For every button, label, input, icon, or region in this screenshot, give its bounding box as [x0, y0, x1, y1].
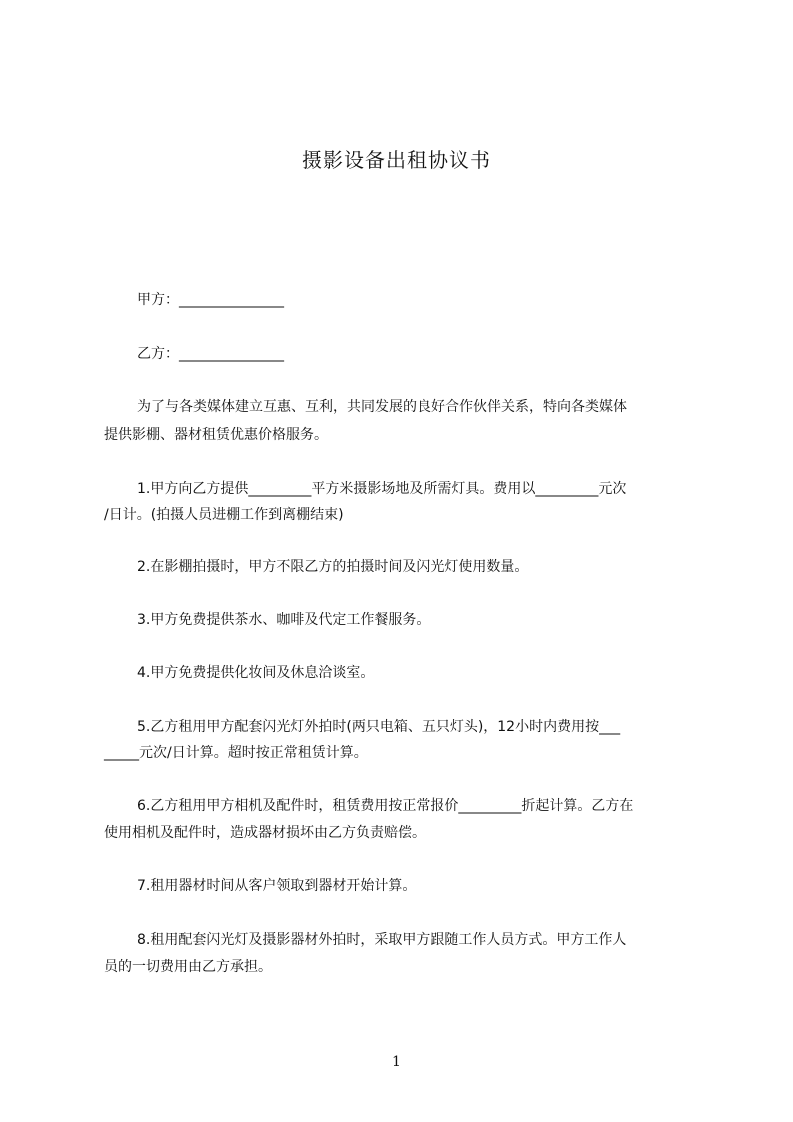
intro-paragraph-line-1: 为了与各类媒体建立互惠、互利，共同发展的良好合作伙伴关系，特向各类媒体: [137, 399, 627, 415]
clause-3: 3.甲方免费提供茶水、咖啡及代定工作餐服务。: [137, 612, 431, 628]
clause-1-line-2: /日计。(拍摄人员进棚工作到离棚结束): [104, 507, 344, 523]
clause-5-line-1: 5.乙方租用甲方配套闪光灯外拍时(两只电箱、五只灯头)，12小时内费用按___: [137, 719, 621, 735]
clause-4: 4.甲方免费提供化妆间及休息洽谈室。: [137, 665, 375, 681]
page-number: 1: [392, 1054, 401, 1070]
intro-paragraph-line-2: 提供影棚、器材租赁优惠价格服务。: [104, 427, 328, 443]
clause-5-line-2: _____元次/日计算。超时按正常租赁计算。: [104, 745, 368, 761]
party-b-line: 乙方：_______________: [137, 346, 284, 362]
clause-8-line-1: 8.租用配套闪光灯及摄影器材外拍时，采取甲方跟随工作人员方式。甲方工作人: [137, 932, 627, 948]
clause-7: 7.租用器材时间从客户领取到器材开始计算。: [137, 878, 417, 894]
clause-2: 2.在影棚拍摄时，甲方不限乙方的拍摄时间及闪光灯使用数量。: [137, 559, 529, 575]
clause-8-line-2: 员的一切费用由乙方承担。: [104, 959, 272, 975]
clause-6-line-2: 使用相机及配件时，造成器材损坏由乙方负责赔偿。: [104, 825, 426, 841]
clause-1-line-1: 1.甲方向乙方提供_________平方米摄影场地及所需灯具。费用以_________元次: [137, 481, 627, 497]
party-a-line: 甲方：_______________: [137, 292, 284, 308]
clause-6-line-1: 6.乙方租用甲方相机及配件时，租赁费用按正常报价_________折起计算。乙方在: [137, 798, 634, 814]
document-title: 摄影设备出租协议书: [302, 148, 491, 172]
